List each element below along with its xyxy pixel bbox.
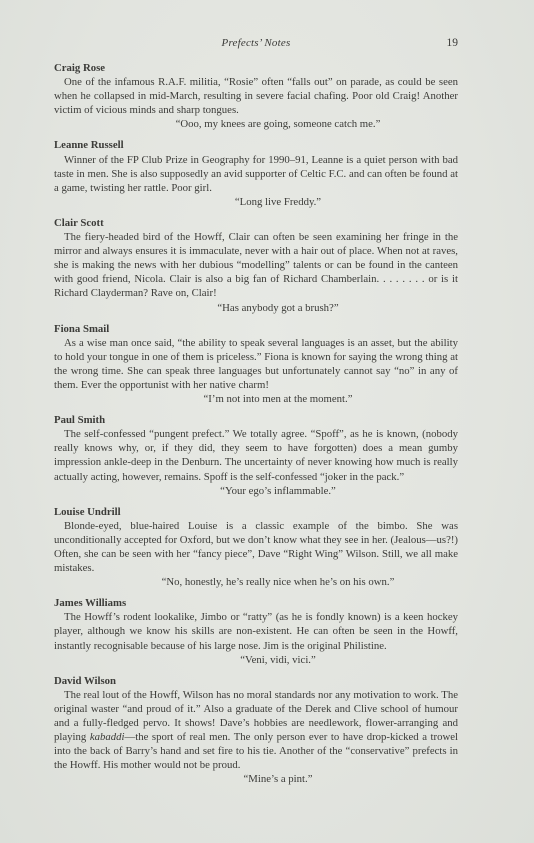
entry-quote: “Long live Freddy.” bbox=[234, 195, 322, 208]
entry-quote: “No, honestly, he’s really nice when he’s on his own.” bbox=[161, 576, 395, 589]
entry-james-williams bbox=[54, 596, 458, 666]
entry-body: Winner of the FP Club Prize in Geography for 1990–91, Leanne is a quiet person with bad taste in men. She is also supposedly an avid supporter of Celtic F.C. and can often be found at a game, twisting her rattle. Poor girl. bbox=[54, 153, 458, 194]
entry-body: The self-confessed “pungent prefect.” We totally agree. “Spoff”, as he is known, (nobody really knows why, or, if they did, they seem to have forgotten) does a mean gumby impression ankle-deep in the Denburn. The uncertainty of never knowing how much is really actually acting, however, remains. Spoff is the self-confessed “joker in the pack.” bbox=[54, 428, 458, 483]
entry-fiona-smail bbox=[54, 322, 458, 407]
entry-leanne-russell bbox=[54, 138, 458, 208]
entry-david-wilson bbox=[54, 674, 458, 787]
entry-body: Blonde-eyed, blue-haired Louise is a classic example of the bimbo. She was unconditionally accepted for Oxford, but we don’t know what they see in her. (Jealous—us?!) Often, she can be seen with her “fancy piece”, Dave “Right Wing” Wilson. Still, we all make mistakes. bbox=[54, 519, 458, 575]
entry-body: As a wise man once said, “the ability to speak several languages is an asset, but the ability to hold your tongue in one of them is priceless.” Fiona is known for saying the wrong thing at the wrong time. She can speak three languages but unfortunately cannot say “no” in any of them. Ever the opportunist with her native charm! bbox=[54, 336, 458, 391]
entry-quote: “Ooo, my knees are going, someone catch me.” bbox=[175, 118, 381, 131]
entry-name: Fiona Smail bbox=[54, 322, 110, 335]
entry-name: Clair Scott bbox=[54, 216, 104, 229]
entry-body-text: —the sport of real men. The only person ever to have drop-kicked a trowel into the back of Barry’s hand and set fire to his tie. Another of the “conservative” prefects in the Howff. His mother would not be proud. bbox=[54, 731, 458, 772]
entry-body bbox=[54, 688, 458, 773]
entry-name: Leanne Russell bbox=[54, 139, 124, 152]
entry-clair-scott bbox=[54, 216, 458, 315]
entry-name: Louise Undrill bbox=[54, 505, 121, 518]
page-header bbox=[54, 37, 458, 53]
entry-name: David Wilson bbox=[54, 674, 117, 687]
entry-name: Paul Smith bbox=[54, 414, 106, 427]
entry-craig-rose bbox=[54, 61, 458, 131]
entry-body: The Howff’s rodent lookalike, Jimbo or “ratty” (as he is fondly known) is a keen hockey player, although we know his skills are non-existent. He can often be seen in the Howff, instantly recognisable because of his large nose. Jim is the original Philistine. bbox=[54, 611, 458, 652]
entry-body: The fiery-headed bird of the Howff, Clair can often be seen examining her fringe in the mirror and always ensures it is immaculate, never with a hair out of place. When not at raves, she is making the news with her dubious “modelling” talents or can be found in the canteen with good friend, Nicola. Clair is also a big fan of Richard Chamberlain. . . . . . . . or is it Richard Clayderman? Rave on, Clair! bbox=[54, 231, 458, 300]
entry-quote: “Mine’s a pint.” bbox=[243, 773, 313, 786]
entry-quote: “Has anybody got a brush?” bbox=[217, 301, 339, 314]
entry-quote: “Veni, vidi, vici.” bbox=[240, 653, 316, 666]
entry-body-text: The real lout of the Howff, Wilson has no moral standards nor any motivation to work. The original waster “and proud of it.” Also a graduate of the Derek and Clive school of humour and a fully-fledged pervo. It shows! Dave’s hobbies are needlework, flower-arranging and playing bbox=[54, 688, 458, 744]
page-number: 19 bbox=[446, 37, 458, 49]
entry-name: Craig Rose bbox=[54, 62, 106, 74]
entry-body-italic-text: kabaddi bbox=[89, 731, 125, 744]
entry-quote: “Your ego’s inflammable.” bbox=[220, 484, 336, 497]
entry-paul-smith bbox=[54, 413, 458, 498]
prefects-notes-list bbox=[54, 61, 458, 794]
running-title: Prefects’ Notes bbox=[221, 37, 291, 49]
entry-body: One of the infamous R.A.F. militia, “Rosie” often “falls out” on parade, as could be seen when he collapsed in mid-March, resulting in severe facial chafing. Poor old Craig! Another victim of vicious minds and sharp tongues. bbox=[54, 76, 458, 117]
entry-louise-undrill bbox=[54, 505, 458, 590]
entry-name: James Williams bbox=[54, 597, 127, 610]
entry-quote: “I’m not into men at the moment.” bbox=[203, 393, 353, 406]
